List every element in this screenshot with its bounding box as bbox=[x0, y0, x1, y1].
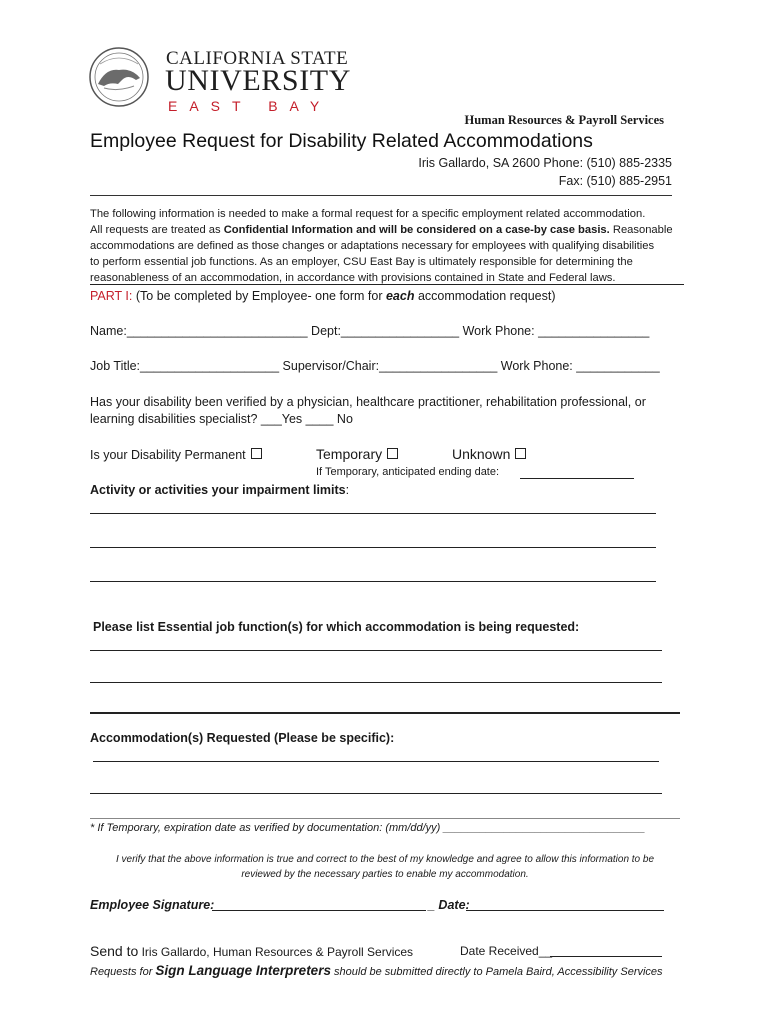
job-supervisor-phone-row[interactable]: Job Title:____________________ Supervisor/Chair:_________________ Work Phone: ____________ bbox=[90, 359, 660, 373]
activity-limits-text: Activity or activities your impairment limits bbox=[90, 483, 346, 497]
essential-functions-label: Please list Essential job function(s) for which accommodation is being requested: bbox=[93, 620, 580, 634]
date-label: _ Date: bbox=[428, 898, 470, 912]
intro-line: accommodations are defined as those changes or adaptations necessary for employees with qualifying disabilities bbox=[90, 240, 655, 252]
university-logo bbox=[88, 44, 351, 114]
disability-label: Is your Disability Permanent bbox=[90, 448, 246, 462]
logo-line-university: UNIVERSITY bbox=[165, 64, 351, 97]
certification-statement bbox=[90, 852, 680, 882]
part1-label: PART I: bbox=[90, 289, 133, 303]
activity-line[interactable] bbox=[90, 513, 656, 514]
disability-type-permanent[interactable] bbox=[90, 448, 262, 462]
signature-row bbox=[90, 898, 470, 912]
department-name: Human Resources & Payroll Services bbox=[464, 113, 664, 127]
date-received-field[interactable] bbox=[550, 956, 662, 957]
expiration-date-field[interactable]: * If Temporary, expiration date as verified by documentation: (mm/dd/yy) _________________________________ bbox=[90, 822, 646, 834]
intro-line: to perform essential job functions. As an employer, CSU East Bay is ultimately responsible for determining the bbox=[90, 256, 633, 268]
divider bbox=[90, 818, 680, 819]
intro-line bbox=[90, 222, 690, 238]
sign-language-note bbox=[90, 963, 663, 978]
activity-limits-colon: : bbox=[345, 483, 350, 497]
section-divider bbox=[90, 712, 680, 714]
intro-paragraph bbox=[90, 206, 690, 286]
temporary-end-date-label: If Temporary, anticipated ending date: bbox=[316, 466, 500, 478]
sli-text: Requests for bbox=[90, 966, 156, 978]
intro-text: All requests are treated as bbox=[90, 224, 224, 236]
disability-type-unknown[interactable] bbox=[452, 446, 526, 462]
date-received-label: Date Received__ bbox=[460, 944, 553, 958]
certification-line: reviewed by the necessary parties to enable my accommodation. bbox=[241, 869, 529, 880]
contact-line-fax: Fax: (510) 885-2951 bbox=[558, 174, 672, 188]
sli-text: should be submitted directly to Pamela Baird, Accessibility Services bbox=[330, 966, 663, 978]
signature-label: Employee Signature: bbox=[90, 898, 215, 912]
part1-text: accommodation request) bbox=[414, 289, 556, 303]
signature-date-field[interactable] bbox=[466, 910, 664, 911]
logo-line-east-bay: EAST BAY bbox=[168, 98, 332, 114]
intro-confidential-text: Confidential Information and will be considered on a case-by case basis. bbox=[223, 224, 610, 236]
disability-type-temporary[interactable] bbox=[316, 446, 398, 462]
verification-question bbox=[90, 394, 646, 428]
part1-heading bbox=[90, 289, 556, 303]
activity-limits-label bbox=[90, 483, 349, 497]
unknown-label: Unknown bbox=[452, 446, 511, 462]
name-dept-phone-row[interactable]: Name:__________________________ Dept:_________________ Work Phone: ________________ bbox=[90, 324, 650, 338]
certification-line: I verify that the above information is true and correct to the best of my knowledge and agree to allow this information to be bbox=[115, 854, 655, 865]
send-to-recipient: Iris Gallardo, Human Resources & Payroll Services bbox=[138, 945, 414, 959]
logo-line-california-state: CALIFORNIA STATE bbox=[166, 48, 349, 69]
temporary-end-date-field[interactable] bbox=[520, 478, 634, 479]
form-title: Employee Request for Disability Related Accommodations bbox=[90, 130, 593, 152]
intro-text: Reasonable bbox=[609, 224, 673, 236]
checkbox-icon[interactable] bbox=[251, 448, 262, 459]
activity-line[interactable] bbox=[90, 581, 656, 582]
intro-line: reasonableness of an accommodation, in accordance with provisions contained in State and Federal laws. bbox=[90, 272, 616, 284]
accommodation-requested-label: Accommodation(s) Requested (Please be specific): bbox=[90, 731, 395, 745]
sli-emphasis: Sign Language Interpreters bbox=[155, 963, 331, 978]
intro-line: The following information is needed to make a formal request for a specific employment related accommodation. bbox=[90, 208, 646, 220]
essential-functions-line[interactable] bbox=[90, 682, 662, 683]
verification-line: Has your disability been verified by a physician, healthcare practitioner, rehabilitation professional, or bbox=[90, 395, 646, 409]
send-to-line bbox=[90, 943, 413, 959]
send-to-label: Send to bbox=[90, 943, 139, 959]
part1-text: (To be completed by Employee- one form for bbox=[132, 289, 386, 303]
part1-emphasis: each bbox=[385, 289, 415, 303]
checkbox-icon[interactable] bbox=[387, 448, 398, 459]
temporary-label: Temporary bbox=[316, 446, 383, 462]
activity-line[interactable] bbox=[90, 547, 656, 548]
checkbox-icon[interactable] bbox=[515, 448, 526, 459]
essential-functions-line[interactable] bbox=[90, 650, 662, 651]
verification-answer-line[interactable]: learning disabilities specialist? ___Yes ____ No bbox=[90, 412, 353, 426]
divider bbox=[90, 284, 684, 285]
signature-field[interactable] bbox=[212, 910, 426, 911]
university-seal-icon bbox=[88, 46, 150, 108]
contact-line-phone: Iris Gallardo, SA 2600 Phone: (510) 885-2335 bbox=[418, 156, 672, 170]
accommodation-line[interactable] bbox=[93, 761, 659, 762]
accommodation-line[interactable] bbox=[90, 793, 662, 794]
divider bbox=[90, 195, 672, 196]
